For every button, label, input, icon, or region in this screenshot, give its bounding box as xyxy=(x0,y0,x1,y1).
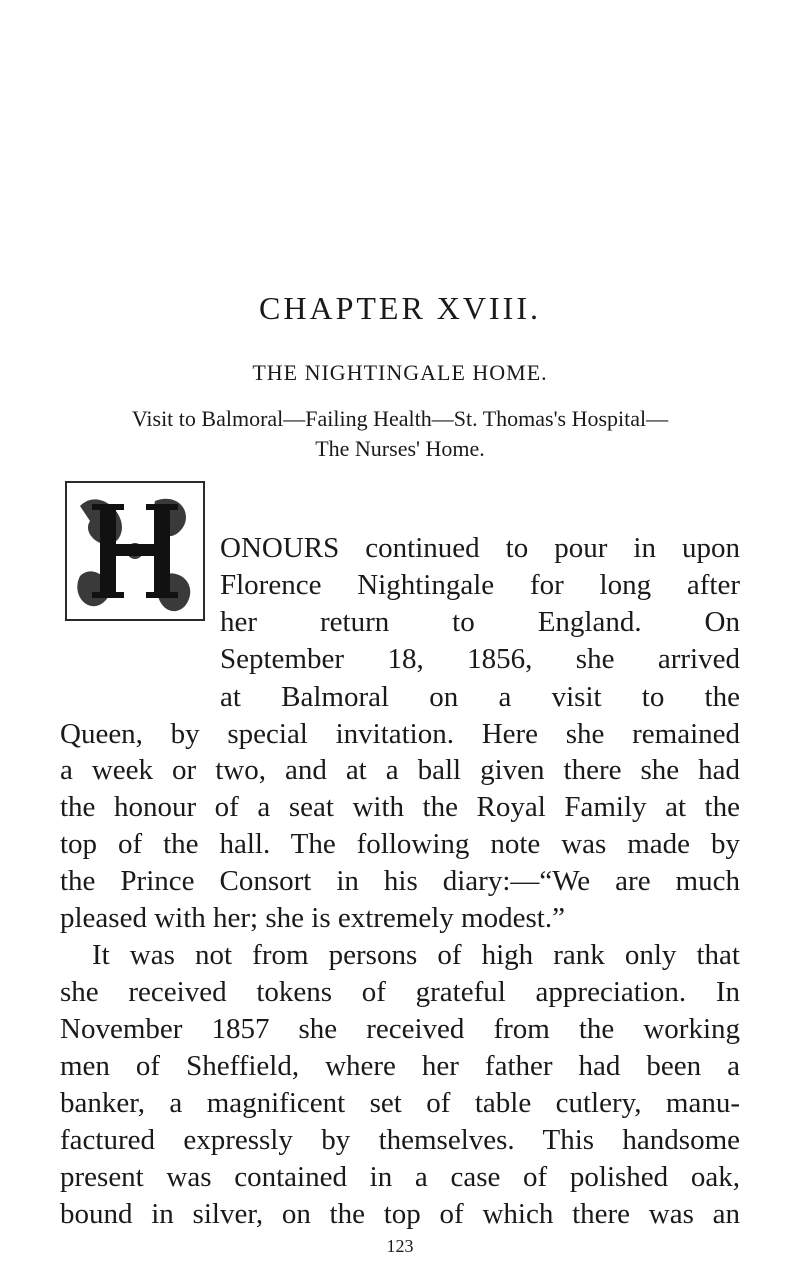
text-line: It was not from persons of high rank only that xyxy=(92,939,740,971)
text-line: November 1857 she received from the working xyxy=(60,1013,740,1045)
text-line: top of the hall. The following note was made by xyxy=(60,828,740,860)
text-line: ONOURS continued to pour in upon xyxy=(220,532,740,564)
text-line: Queen, by special invitation. Here she remained xyxy=(60,718,740,750)
text-line: Florence Nightingale for long after xyxy=(220,569,740,601)
text-line: September 18, 1856, she arrived xyxy=(220,643,740,675)
text-line: the honour of a seat with the Royal Family at the xyxy=(60,791,740,823)
text-line: her return to England. On xyxy=(220,606,740,638)
text-line: the Prince Consort in his diary:—“We are much xyxy=(60,865,740,897)
synopsis-line: Visit to Balmoral—Failing Health—St. Thomas's Hospital— xyxy=(131,406,669,431)
text-line: present was contained in a case of polished oak, xyxy=(60,1161,740,1193)
text-line: men of Sheffield, where her father had been a xyxy=(60,1050,740,1082)
text-line: factured expressly by themselves. This handsome xyxy=(60,1124,740,1156)
text-line: a week or two, and at a ball given there she had xyxy=(60,754,740,786)
text-line: she received tokens of grateful appreciation. In xyxy=(60,976,740,1008)
page-number: 123 xyxy=(386,1236,414,1256)
text-line: pleased with her; she is extremely modest.” xyxy=(60,902,565,934)
text-line: bound in silver, on the top of which there was an xyxy=(60,1198,740,1230)
chapter-heading: CHAPTER XVIII. xyxy=(259,290,541,326)
synopsis-line: The Nurses' Home. xyxy=(315,436,485,461)
text-line: banker, a magnificent set of table cutlery, manu- xyxy=(60,1087,740,1119)
text-line: at Balmoral on a visit to the xyxy=(220,681,740,713)
chapter-title: THE NIGHTINGALE HOME. xyxy=(252,360,548,385)
